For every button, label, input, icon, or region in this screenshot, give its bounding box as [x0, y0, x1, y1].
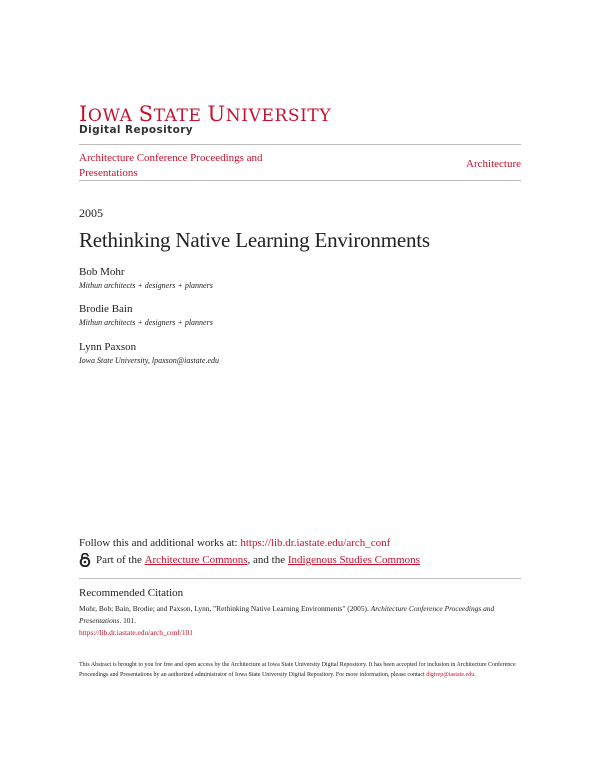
author-affiliation: Iowa State University, lpaxson@iastate.edu: [79, 356, 220, 365]
header-top-rule: [79, 144, 521, 145]
part-of-prefix: Part of the: [96, 554, 142, 566]
contact-email-link[interactable]: digirep@iastate.edu: [426, 672, 475, 678]
author-name: Lynn Paxson: [79, 341, 137, 353]
architecture-commons-link[interactable]: Architecture Commons: [144, 554, 248, 566]
university-logo: IOWA STATE UNIVERSITY: [79, 102, 332, 126]
department-link[interactable]: Architecture: [466, 158, 521, 170]
author-name: Bob Mohr: [79, 266, 125, 278]
part-of-line: [79, 553, 420, 567]
indigenous-studies-commons-link[interactable]: Indigenous Studies Commons: [287, 554, 420, 566]
recommended-citation-heading: Recommended Citation: [79, 587, 184, 599]
author-affiliation: Mithun architects + designers + planners: [79, 281, 213, 290]
header-bottom-rule: [79, 180, 521, 181]
collection-link[interactable]: https://lib.dr.iastate.edu/arch_conf: [240, 537, 391, 549]
author-name: Brodie Bain: [79, 303, 133, 315]
publication-year: 2005: [79, 206, 103, 220]
paper-title: Rethinking Native Learning Environments: [79, 228, 430, 252]
follow-line: [79, 537, 390, 549]
author-affiliation: Mithun architects + designers + planners: [79, 318, 213, 327]
citation-rule: [79, 578, 521, 579]
follow-label: Follow this and additional works at:: [79, 537, 241, 549]
part-of-mid: , and the: [247, 554, 286, 566]
citation-text: Mohr, Bob; Bain, Brodie; and Paxson, Lynn, "Rethinking Native Learning Environments" (2005). Architecture Conference Proceedings and Presentations. 101. https://lib.dr.iastate.edu/arch_conf/101: [79, 604, 495, 637]
series-link[interactable]: Architecture Conference Proceedings and Presentations: [79, 152, 263, 179]
open-access-icon: [79, 553, 91, 567]
access-notice: This Abstract is brought to you for free and open access by the Architecture at Iowa State University Digital Repository. It has been accepted for inclusion in Architecture Conference Proceedings and Presentations by an authorized administrator of Iowa State University Digital Repository. For more information, please contact digirep@iastate.edu.: [79, 662, 516, 678]
citation-url-link[interactable]: https://lib.dr.iastate.edu/arch_conf/101: [79, 628, 193, 637]
repository-subtitle: Digital Repository: [79, 124, 194, 136]
